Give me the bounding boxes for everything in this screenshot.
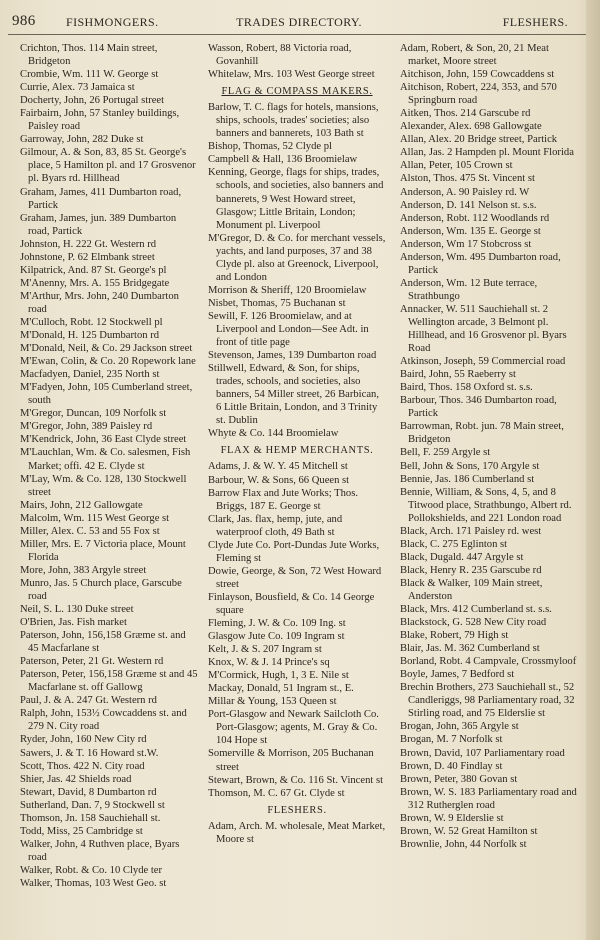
directory-entry: M'Donald, H. 125 Dumbarton rd [20, 330, 160, 342]
section-heading-flax-text: FLAX & HEMP MERCHANTS. [220, 445, 374, 457]
directory-entry: Miller, Alex. C. 53 and 55 Fox st [20, 525, 160, 537]
directory-entry: M'Lay, Wm. & Co. 128, 130 Stockwell street [20, 473, 187, 498]
column-2-fleshers [208, 820, 386, 846]
directory-entry: Clyde Jute Co. Port-Dundas Jute Works, Fleming st [208, 539, 380, 564]
directory-entry: M'Lauchlan, Wm. & Co. salesmen, Fish Market; offi. 42 E. Clyde st [20, 447, 191, 472]
directory-entry: Miller, Mrs. E. 7 Victoria place, Mount Florida [20, 538, 186, 563]
directory-entry: O'Brien, Jas. Fish market [20, 617, 127, 629]
directory-entry: Brechin Brothers, 273 Sauchiehall st., 52 Candleriggs, 98 Parliamentary road, 32 Stirling road, and 75 Elderslie st [400, 682, 575, 720]
directory-entry: Ralph, John, 153½ Cowcaddens st. and 279 N. City road [20, 708, 187, 733]
directory-entry: Docherty, John, 26 Portugal street [20, 95, 165, 107]
directory-entry: Paterson, John, 156,158 Græme st. and 45 Macfarlane st [20, 630, 186, 655]
directory-entry: Borland, Robt. 4 Campvale, Crossmyloof [400, 656, 577, 668]
directory-entry: Paterson, Peter, 156,158 Græme st and 45 Macfarlane st. off Gallowg [20, 669, 198, 694]
directory-entry: Boyle, James, 7 Bedford st [400, 669, 515, 681]
directory-entry: Munro, Jas. 5 Church place, Garscube road [20, 577, 182, 602]
directory-entry: Macfadyen, Daniel, 235 North st [20, 369, 160, 381]
section-heading-flax [208, 444, 386, 457]
directory-entry: Walker, John, 4 Ruthven place, Byars road [20, 838, 180, 863]
directory-entry: M'Donald, Neil, & Co. 29 Jackson street [20, 343, 193, 355]
directory-entry: Mackay, Donald, 51 Ingram st., E. [208, 683, 354, 695]
directory-entry: Blair, Jas. M. 362 Cumberland st [400, 643, 540, 655]
column-2-top [208, 42, 386, 81]
directory-entry: Anderson, Robt. 112 Woodlands rd [400, 212, 550, 224]
directory-entry: Johnstone, P. 62 Elmbank street [20, 251, 155, 263]
directory-entry: Adam, Arch. M. wholesale, Meat Market, Moore st [208, 820, 386, 845]
directory-entry: Somerville & Morrison, 205 Buchanan street [208, 748, 374, 773]
directory-entry: Mairs, John, 212 Gallowgate [20, 499, 143, 511]
directory-entry: Neil, S. L. 130 Duke street [20, 604, 134, 616]
directory-entry: Scott, Thos. 422 N. City road [20, 760, 145, 772]
directory-entry: Adam, Robert, & Son, 20, 21 Meat market, Moore street [400, 43, 549, 68]
directory-entry: Bennie, William, & Sons, 4, 5, and 8 Titwood place, Strathbungo, Albert rd. Pollokshields, and 221 London road [400, 486, 572, 524]
directory-entry: Allan, Jas. 2 Hampden pl. Mount Florida [400, 147, 574, 159]
directory-entry: Garroway, John, 282 Duke st [20, 134, 144, 146]
directory-entry: Graham, James, jun. 389 Dumbarton road, Partick [20, 212, 177, 237]
directory-entry: Brown, Peter, 380 Govan st [400, 773, 518, 785]
directory-entry: Bennie, Jas. 186 Cumberland st [400, 473, 535, 485]
directory-entry: Brogan, M. 7 Norfolk st [400, 734, 503, 746]
directory-entry: Annacker, W. 511 Sauchiehall st. 2 Wellington arcade, 3 Belmont pl. Hillhead, and 16 Grosvenor pl. Byars Road [400, 303, 567, 355]
directory-entry: Walker, Thomas, 103 West Geo. st [20, 878, 167, 889]
directory-entry: Clark, Jas. flax, hemp, jute, and waterproof cloth, 49 Bath st [208, 513, 343, 538]
directory-entry: Paul, J. & A. 247 Gt. Western rd [20, 695, 157, 707]
directory-entry: Allan, Peter, 105 Crown st [400, 160, 513, 172]
directory-entry: Brown, D. 40 Findlay st [400, 760, 503, 772]
directory-entry: Blackstock, G. 528 New City road [400, 617, 547, 629]
section-heading-fleshers-text: FLESHERS. [267, 804, 327, 816]
directory-entry: Brown, W. 9 Elderslie st [400, 812, 504, 824]
directory-entry: Aitken, Thos. 214 Garscube rd [400, 108, 531, 120]
header-right: FLESHERS. [502, 15, 568, 29]
directory-entry: Black, C. 275 Eglinton st [400, 538, 508, 550]
directory-entry: Whitelaw, Mrs. 103 West George street [208, 69, 375, 81]
directory-entry: Whyte & Co. 144 Broomielaw [208, 428, 339, 440]
directory-entry: M'Gregor, John, 389 Paisley rd [20, 421, 153, 433]
section-heading-flag [208, 85, 386, 98]
directory-entry: Anderson, Wm 17 Stobcross st [400, 238, 532, 250]
directory-entry: Allan, Alex. 20 Bridge street, Partick [400, 134, 558, 146]
directory-entry: Knox, W. & J. 14 Prince's sq [208, 657, 330, 669]
directory-entry: Nisbet, Thomas, 75 Buchanan st [208, 297, 346, 309]
directory-entry: Fairbairn, John, 57 Stanley buildings, Paisley road [20, 108, 180, 133]
directory-entry: M'Anenny, Mrs. A. 155 Bridgegate [20, 277, 170, 289]
directory-entry: Aitchison, John, 159 Cowcaddens st [400, 69, 555, 81]
directory-entry: Paterson, Peter, 21 Gt. Western rd [20, 656, 164, 668]
directory-entry: Currie, Alex. 73 Jamaica st [20, 82, 135, 94]
directory-entry: Thomson, M. C. 67 Gt. Clyde st [208, 787, 345, 799]
directory-entry: Walker, Robt. & Co. 10 Clyde ter [20, 864, 163, 876]
column-2-flax [208, 460, 386, 799]
directory-entry: Baird, Thos. 158 Oxford st. s.s. [400, 382, 533, 394]
directory-entry: Bishop, Thomas, 52 Clyde pl [208, 141, 332, 153]
directory-entry: M'Cormick, Hugh, 1, 3 E. Nile st [208, 670, 349, 682]
directory-entry: M'Ewan, Colin, & Co. 20 Ropework lane [20, 356, 196, 368]
directory-entry: Alston, Thos. 475 St. Vincent st [400, 173, 535, 185]
directory-entry: Brogan, John, 365 Argyle st [400, 721, 519, 733]
directory-entry: Graham, James, 411 Dumbarton road, Partick [20, 186, 182, 211]
directory-entry: Blake, Robert, 79 High st [400, 630, 509, 642]
directory-entry: Baird, John, 55 Raeberry st [400, 369, 516, 381]
directory-entry: Crombie, Wm. 111 W. George st [20, 69, 159, 81]
column-1 [20, 42, 198, 890]
page-header [8, 12, 590, 35]
directory-entry: Alexander, Alex. 698 Gallowgate [400, 121, 542, 133]
directory-entry: Barbour, W. & Sons, 66 Queen st [208, 474, 350, 486]
column-2 [208, 42, 386, 846]
directory-entry: M'Kendrick, John, 36 East Clyde street [20, 434, 187, 446]
column-2-flag [208, 101, 386, 440]
directory-entry: More, John, 383 Argyle street [20, 564, 147, 576]
directory-entry: M'Gregor, Duncan, 109 Norfolk st [20, 408, 167, 420]
directory-entry: Atkinson, Joseph, 59 Commercial road [400, 356, 566, 368]
directory-entry: Campbell & Hall, 136 Broomielaw [208, 154, 358, 166]
directory-entry: M'Arthur, Mrs. John, 240 Dumbarton road [20, 290, 179, 315]
directory-entry: M'Gregor, D. & Co. for merchant vessels, yachts, and land purposes, 37 and 38 Clyde pl. also at Greenock, Liverpool, and London [208, 232, 386, 283]
directory-entry: Millar & Young, 153 Queen st [208, 696, 337, 708]
directory-entry: Sawers, J. & T. 16 Howard st.W. [20, 747, 159, 759]
directory-entry: Sewill, F. 126 Broomielaw, and at Liverpool and London—See Adt. in front of title page [208, 310, 369, 349]
directory-entry: Stillwell, Edward, & Son, for ships, trades, schools, and societies, also banners, 54 Miller street, 26 Barbican, 6 Little Britain, London, and 3 Trinity st. Dublin [208, 363, 379, 427]
directory-entry: Anderson, Wm. 495 Dumbarton road, Partick [400, 251, 561, 276]
directory-entry: Finlayson, Bousfield, & Co. 14 George square [208, 591, 375, 616]
directory-entry: Dowie, George, & Son, 72 West Howard street [208, 565, 382, 590]
directory-entry: Brownlie, John, 44 Norfolk st [400, 838, 527, 850]
directory-entry: Stewart, David, 8 Dumbarton rd [20, 786, 157, 798]
directory-entry: Black, Dugald. 447 Argyle st [400, 551, 524, 563]
directory-entry: Sutherland, Dan. 7, 9 Stockwell st [20, 799, 165, 811]
directory-entry: Brown, W. S. 183 Parliamentary road and 312 Rutherglen road [400, 786, 577, 811]
page-number: 986 [12, 13, 36, 29]
directory-entry: Barrowman, Robt. jun. 78 Main street, Bridgeton [400, 421, 564, 446]
directory-entry: Black, Mrs. 412 Cumberland st. s.s. [400, 604, 552, 616]
directory-entry: Kenning, George, flags for ships, trades, schools, and societies, also banners and bannerets, 9 West Howard street, Glasgow; Little Britain, London; Monument pl. Liverpool [208, 167, 384, 231]
directory-entry: Glasgow Jute Co. 109 Ingram st [208, 631, 345, 643]
section-heading-fleshers [208, 804, 386, 817]
directory-entry: Bell, John & Sons, 170 Argyle st [400, 460, 540, 472]
directory-entry: Gilmour, A. & Son, 83, 85 St. George's place, 5 Hamilton pl. and 17 Grosvenor pl. Byars rd. Hillhead [20, 147, 196, 185]
directory-entry: Barlow, T. C. flags for hotels, mansions, ships, schools, trades' societies; also banners and bannerets, 103 Bath st [208, 102, 379, 140]
directory-entry: Malcolm, Wm. 115 West George st [20, 512, 170, 524]
directory-entry: Todd, Miss, 25 Cambridge st [20, 825, 143, 837]
directory-entry: Fleming, J. W. & Co. 109 Ing. st [208, 618, 346, 630]
directory-entry: Black & Walker, 109 Main street, Anderston [400, 577, 543, 602]
directory-entry: M'Fadyen, John, 105 Cumberland street, south [20, 382, 193, 407]
section-heading-flag-text: FLAG & COMPASS MAKERS. [221, 86, 373, 98]
directory-entry: Barbour, Thos. 346 Dumbarton road, Partick [400, 395, 557, 420]
directory-entry: Port-Glasgow and Newark Sailcloth Co. Port-Glasgow; agents, M. Gray & Co. 104 Hope st [208, 709, 379, 747]
directory-entry: Black, Arch. 171 Paisley rd. west [400, 525, 542, 537]
directory-entry: Kelt, J. & S. 207 Ingram st [208, 644, 322, 656]
directory-entry: Brown, W. 52 Great Hamilton st [400, 825, 538, 837]
directory-entry: Shier, Jas. 42 Shields road [20, 773, 132, 785]
directory-entry: Kilpatrick, And. 87 St. George's pl [20, 264, 167, 276]
directory-entry: Johnston, H. 222 Gt. Western rd [20, 238, 157, 250]
directory-entry: Bell, F. 259 Argyle st [400, 447, 491, 459]
directory-entry: Stewart, Brown, & Co. 116 St. Vincent st [208, 774, 384, 786]
directory-entry: Aitchison, Robert, 224, 353, and 570 Springburn road [400, 82, 557, 107]
header-center: TRADES DIRECTORY. [236, 15, 362, 29]
binding-edge [586, 0, 600, 940]
directory-entry: Brown, David, 107 Parliamentary road [400, 747, 565, 759]
directory-entry: Anderson, A. 90 Paisley rd. W [400, 186, 530, 198]
directory-entry: Black, Henry R. 235 Garscube rd [400, 564, 542, 576]
directory-entry: M'Culloch, Robt. 12 Stockwell pl [20, 316, 163, 328]
directory-entry: Anderson, Wm. 12 Bute terrace, Strathbungo [400, 277, 538, 302]
directory-entry: Barrow Flax and Jute Works; Thos. Briggs, 187 E. George st [208, 487, 358, 512]
directory-entry: Anderson, D. 141 Nelson st. s.s. [400, 199, 537, 211]
directory-entry: Morrison & Sheriff, 120 Broomielaw [208, 284, 367, 296]
column-3 [400, 42, 578, 851]
directory-entry: Adams, J. & W. Y. 45 Mitchell st [208, 461, 348, 473]
directory-entry: Anderson, Wm. 135 E. George st [400, 225, 541, 237]
directory-entry: Thomson, Jn. 158 Sauchiehall st. [20, 812, 161, 824]
directory-entry: Stevenson, James, 139 Dumbarton road [208, 350, 377, 362]
directory-entry: Wasson, Robert, 88 Victoria road, Govanhill [208, 43, 352, 68]
directory-entry: Ryder, John, 160 New City rd [20, 734, 147, 746]
header-left: FISHMONGERS. [66, 15, 159, 29]
directory-entry: Crichton, Thos. 114 Main street, Bridgeton [20, 43, 158, 68]
